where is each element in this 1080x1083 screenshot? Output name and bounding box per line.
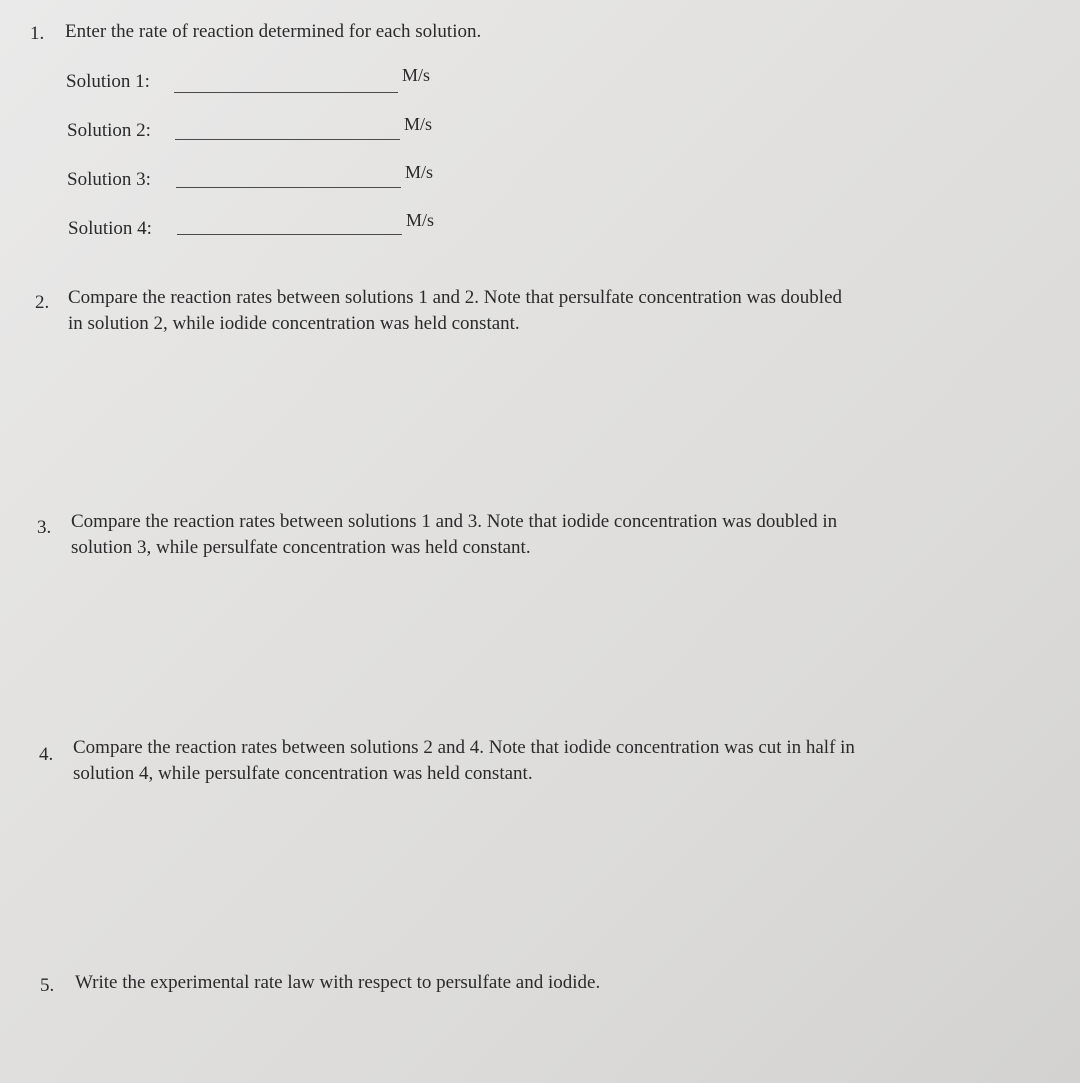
question-2-line-1: Compare the reaction rates between solutions 1 and 2. Note that persulfate concentration was doubled [68, 287, 842, 308]
solution-4-answer-line[interactable] [177, 234, 402, 235]
question-1-number: 1. [30, 23, 45, 44]
question-1-text: Enter the rate of reaction determined for each solution. [65, 21, 482, 42]
solution-3-unit: M/s [405, 162, 434, 182]
solution-2-label: Solution 2: [67, 120, 151, 141]
question-3-number: 3. [37, 517, 52, 538]
solution-4-label: Solution 4: [68, 218, 152, 239]
solution-1-unit: M/s [402, 65, 431, 85]
question-3-line-1: Compare the reaction rates between solutions 1 and 3. Note that iodide concentration was doubled in [71, 511, 838, 532]
question-4-line-2: solution 4, while persulfate concentration was held constant. [73, 763, 533, 784]
solution-3-answer-line[interactable] [176, 187, 401, 188]
question-3-line-2: solution 3, while persulfate concentration was held constant. [71, 537, 531, 558]
solution-4-unit: M/s [406, 210, 435, 230]
solution-2-answer-line[interactable] [175, 139, 400, 140]
solution-1-label: Solution 1: [66, 71, 150, 92]
question-2-number: 2. [35, 292, 50, 313]
question-4-number: 4. [39, 744, 54, 765]
solution-3-label: Solution 3: [67, 169, 151, 190]
question-5-text: Write the experimental rate law with respect to persulfate and iodide. [75, 972, 601, 993]
solution-1-answer-line[interactable] [174, 92, 398, 93]
question-5-number: 5. [40, 975, 55, 996]
question-4-line-1: Compare the reaction rates between solutions 2 and 4. Note that iodide concentration was cut in half in [73, 737, 855, 758]
question-2-line-2: in solution 2, while iodide concentration was held constant. [68, 313, 520, 334]
solution-2-unit: M/s [404, 114, 433, 134]
